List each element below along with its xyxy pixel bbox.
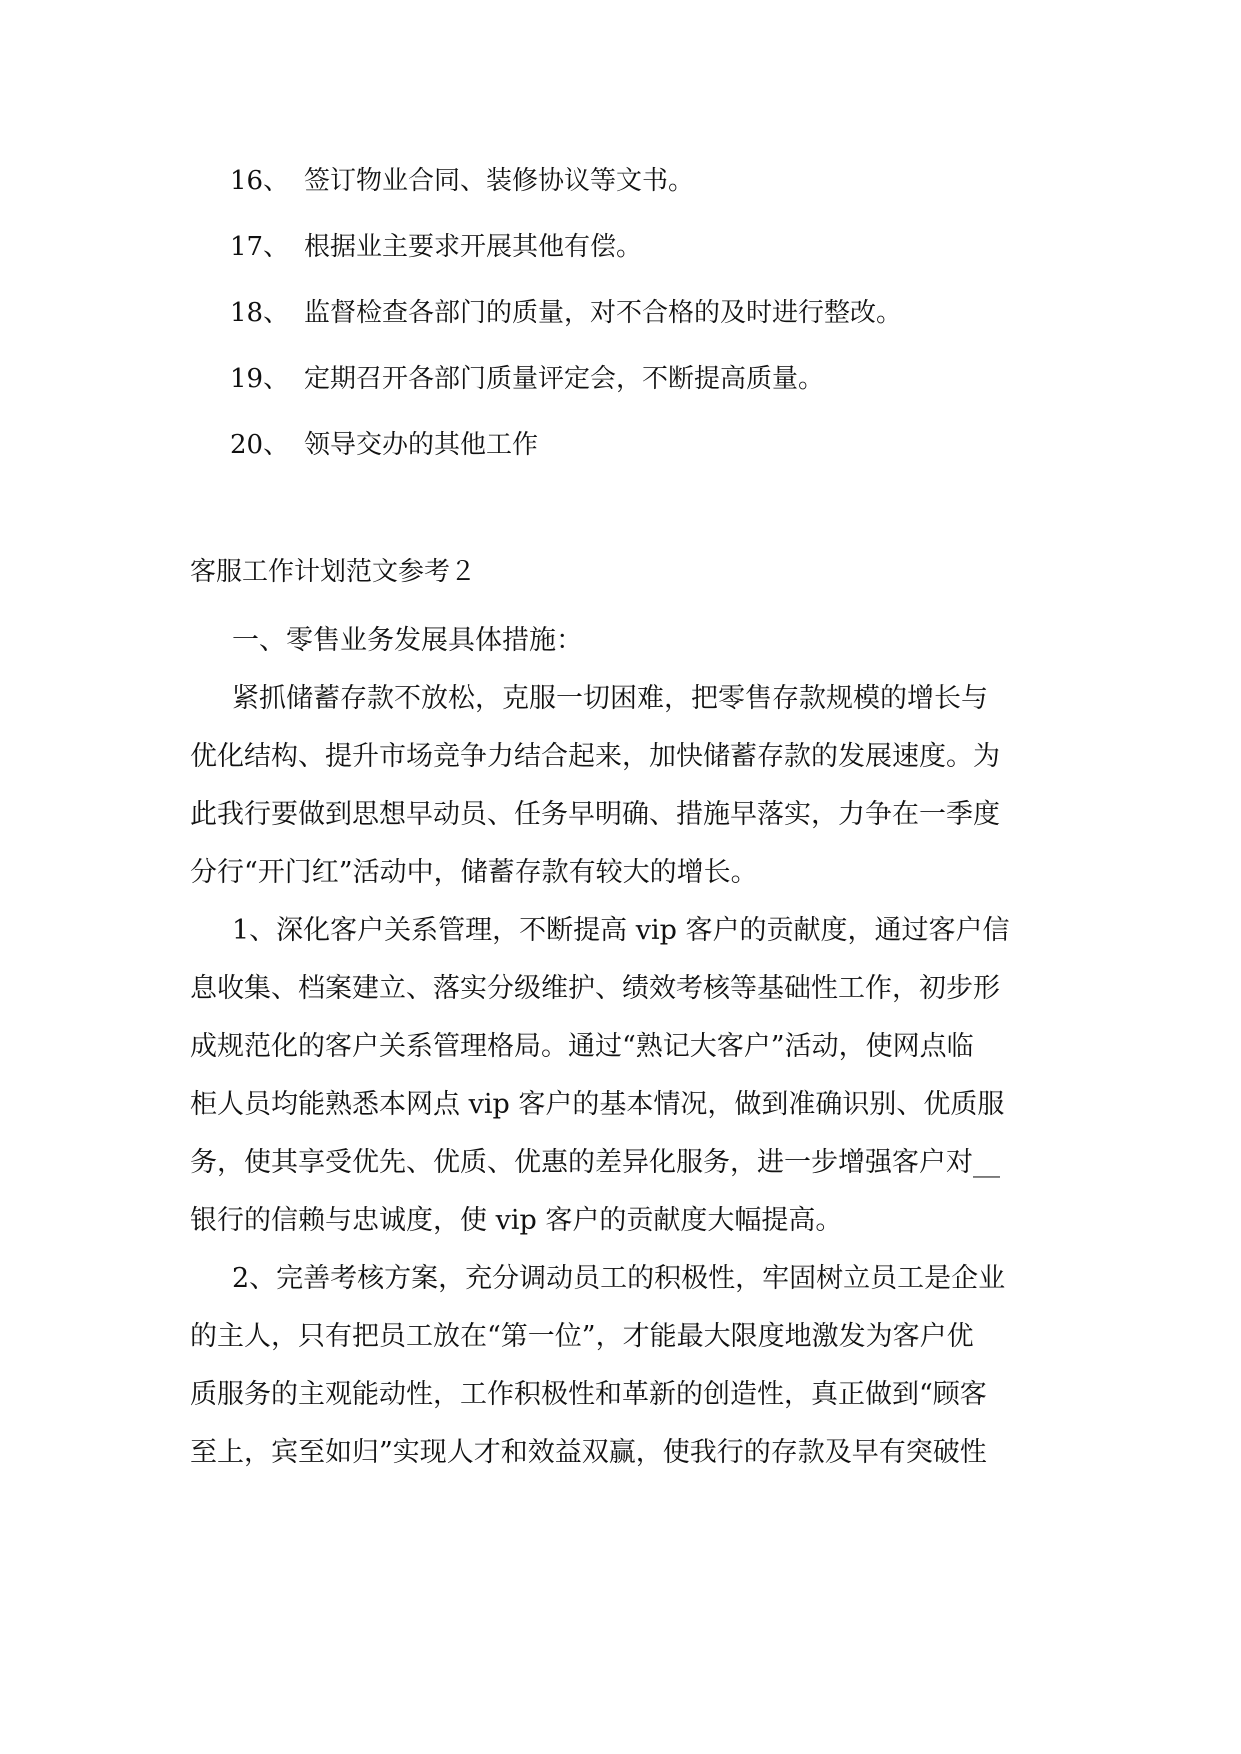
list-item	[230, 229, 642, 265]
section-title: 客服工作计划范文参考２	[190, 557, 477, 587]
list-item-number: 17、	[230, 232, 290, 262]
paragraph-line: 优化结构、提升市场竞争力结合起来，加快储蓄存款的发展速度。为	[190, 741, 1000, 772]
paragraph-line: 务，使其享受优先、优质、优惠的差异化服务，进一步增强客户对__	[190, 1147, 1000, 1178]
paragraph-line: 银行的信赖与忠诚度，使 vip 客户的贡献度大幅提高。	[190, 1205, 843, 1236]
list-item	[230, 163, 694, 199]
list-item-text: 签订物业合同、装修协议等文书。	[304, 166, 695, 196]
paragraph-3	[190, 1250, 1070, 1482]
list-item-number: 16、	[230, 166, 290, 196]
paragraph-line: 至上，宾至如归”实现人才和效益双赢，使我行的存款及早有突破性	[190, 1437, 987, 1468]
paragraph-line: 柜人员均能熟悉本网点 vip 客户的基本情况，做到准确识别、优质服	[190, 1089, 1005, 1120]
list-item	[230, 427, 538, 463]
list-item-number: 19、	[230, 364, 290, 394]
paragraph-line: 分行“开门红”活动中，储蓄存款有较大的增长。	[190, 857, 758, 888]
paragraph-line: 质服务的主观能动性，工作积极性和革新的创造性，真正做到“顾客	[190, 1379, 987, 1410]
paragraph-line: 1、深化客户关系管理，不断提高 vip 客户的贡献度，通过客户信	[232, 915, 1010, 946]
paragraph-line: 成规范化的客户关系管理格局。通过“熟记大客户”活动，使网点临	[190, 1031, 974, 1062]
paragraph-line: 2、完善考核方案，充分调动员工的积极性，牢固树立员工是企业	[232, 1263, 1006, 1294]
paragraph-line: 的主人，只有把员工放在“第一位”，才能最大限度地激发为客户优	[190, 1321, 974, 1352]
paragraph-line: 息收集、档案建立、落实分级维护、绩效考核等基础性工作，初步形	[190, 973, 1000, 1004]
paragraph-2	[190, 902, 1070, 1250]
list-item-number: 18、	[230, 298, 290, 328]
list-item	[230, 295, 902, 331]
list-item-text: 根据业主要求开展其他有偿。	[304, 232, 643, 262]
paragraph-line: 此我行要做到思想早动员、任务早明确、措施早落实，力争在一季度	[190, 799, 1000, 830]
list-item-text: 定期召开各部门质量评定会，不断提高质量。	[304, 364, 825, 394]
subsection-title-text: 一、零售业务发展具体措施：	[232, 625, 583, 656]
list-item	[230, 361, 824, 397]
paragraph-1	[190, 670, 1070, 902]
list-item-number: 20、	[230, 430, 290, 460]
list-item-text: 领导交办的其他工作	[304, 430, 539, 460]
subsection-title	[190, 612, 1070, 670]
paragraph-line: 紧抓储蓄存款不放松，克服一切困难，把零售存款规模的增长与	[232, 683, 988, 714]
list-item-text: 监督检查各部门的质量，对不合格的及时进行整改。	[304, 298, 903, 328]
